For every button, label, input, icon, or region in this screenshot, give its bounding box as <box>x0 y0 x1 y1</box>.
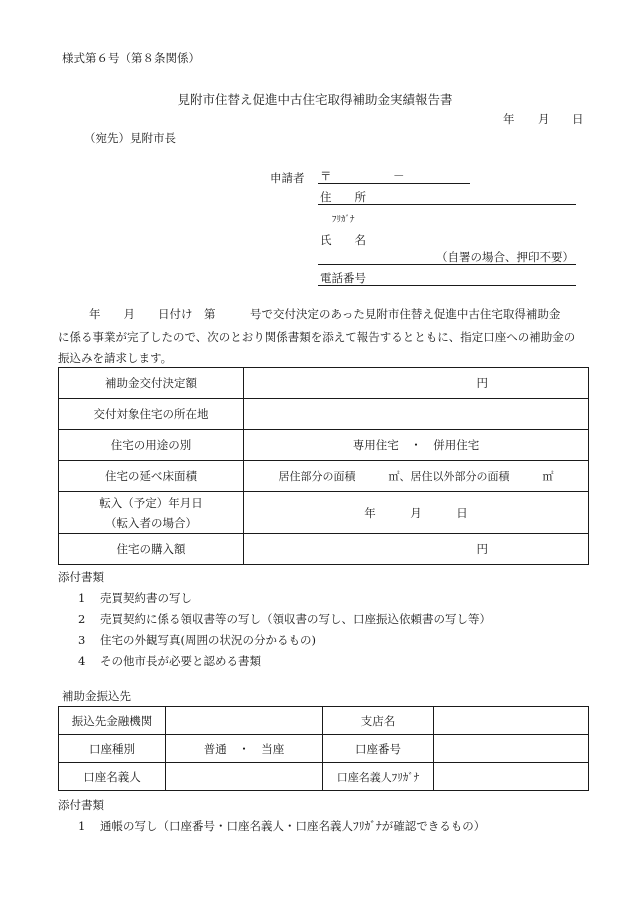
list-item <box>78 611 491 627</box>
table-row <box>59 492 589 534</box>
account-holder-label: 口座名義人 <box>59 763 166 791</box>
date-year: 年 <box>503 112 515 126</box>
bank-table <box>58 706 589 791</box>
account-holder-cell[interactable] <box>166 763 323 791</box>
row-label: 補助金交付決定額 <box>59 368 244 399</box>
table-row <box>59 707 589 735</box>
row-label-line1: 転入（予定）年月日 <box>99 495 203 510</box>
applicant-label: 申請者 <box>270 171 305 185</box>
item-text: 通帳の写し（口座番号・口座名義人・口座名義人ﾌﾘｶﾞﾅが確認できるもの） <box>100 819 486 833</box>
floor-area-cell[interactable]: 居住部分の面積 ㎡、居住以外部分の面積 ㎡ <box>244 461 589 492</box>
attachments-heading: 添付書類 <box>58 570 104 584</box>
grant-amount-cell[interactable]: 円 <box>244 368 589 399</box>
branch-name-cell[interactable] <box>434 707 589 735</box>
signature-note: （自署の場合、押印不要） <box>436 250 574 264</box>
table-row <box>59 534 589 565</box>
bank-label: 振込先金融機関 <box>59 707 166 735</box>
body-line-1: 年 月 日付け 第 号で交付決定のあった見附市住替え促進中古住宅取得補助金 <box>66 307 561 321</box>
date-month: 月 <box>538 112 550 126</box>
row-label-line2: （転入者の場合） <box>105 515 197 530</box>
name-field[interactable] <box>318 249 576 265</box>
account-holder-kana-label: 口座名義人ﾌﾘｶﾞﾅ <box>323 763 434 791</box>
postal-dash: － <box>393 169 405 183</box>
phone-field[interactable] <box>318 270 576 286</box>
list-item <box>78 653 261 669</box>
form-number: 様式第６号（第８条関係） <box>62 51 200 65</box>
list-item <box>78 818 485 834</box>
table-row <box>59 430 589 461</box>
list-item <box>78 590 192 606</box>
row-label: 交付対象住宅の所在地 <box>59 399 244 430</box>
account-number-label: 口座番号 <box>323 735 434 763</box>
branch-label: 支店名 <box>323 707 434 735</box>
account-number-cell[interactable] <box>434 735 589 763</box>
body-line-3: 振込みを請求します。 <box>58 351 173 365</box>
phone-label: 電話番号 <box>320 271 366 285</box>
row-label: 住宅の用途の別 <box>59 430 244 461</box>
item-number: 1 <box>78 819 86 833</box>
account-type-label: 口座種別 <box>59 735 166 763</box>
row-label: 住宅の延べ床面積 <box>59 461 244 492</box>
bank-heading: 補助金振込先 <box>62 689 131 703</box>
item-number: 4 <box>78 654 86 668</box>
item-text: 売買契約書の写し <box>100 591 192 605</box>
date-day: 日 <box>572 112 584 126</box>
table-row <box>59 735 589 763</box>
postal-field[interactable] <box>318 168 470 184</box>
table-row <box>59 763 589 791</box>
item-text: 住宅の外観写真(周囲の状況の分かるもの) <box>100 633 316 647</box>
furigana-label: ﾌﾘｶﾞﾅ <box>332 215 355 225</box>
name-label: 氏 名 <box>320 233 366 247</box>
address-label: 住 所 <box>320 190 366 204</box>
body-line-2: に係る事業が完了したので、次のとおり関係書類を添えて報告するとともに、指定口座への補助金の <box>58 330 576 344</box>
address-field[interactable] <box>318 189 576 205</box>
item-text: 売買契約に係る領収書等の写し（領収書の写し、口座振込依頼書の写し等） <box>100 612 491 626</box>
house-use-cell[interactable]: 専用住宅 ・ 併用住宅 <box>244 430 589 461</box>
account-holder-kana-cell[interactable] <box>434 763 589 791</box>
report-table <box>58 367 589 565</box>
item-number: 2 <box>78 612 86 626</box>
purchase-price-cell[interactable]: 円 <box>244 534 589 565</box>
item-number: 3 <box>78 633 86 647</box>
bank-name-cell[interactable] <box>166 707 323 735</box>
table-row <box>59 461 589 492</box>
account-type-cell[interactable]: 普通 ・ 当座 <box>166 735 323 763</box>
item-text: その他市長が必要と認める書類 <box>100 654 261 668</box>
item-number: 1 <box>78 591 86 605</box>
page-title: 見附市住替え促進中古住宅取得補助金実績報告書 <box>177 92 453 107</box>
table-row <box>59 368 589 399</box>
row-label <box>59 492 244 534</box>
row-label: 住宅の購入額 <box>59 534 244 565</box>
house-location-cell[interactable] <box>244 399 589 430</box>
table-row <box>59 399 589 430</box>
postal-mark: 〒 <box>320 169 332 183</box>
move-in-date-cell[interactable]: 年 月 日 <box>244 492 589 534</box>
attachments2-heading: 添付書類 <box>58 798 104 812</box>
addressee: （宛先）見附市長 <box>84 131 176 145</box>
list-item <box>78 632 316 648</box>
